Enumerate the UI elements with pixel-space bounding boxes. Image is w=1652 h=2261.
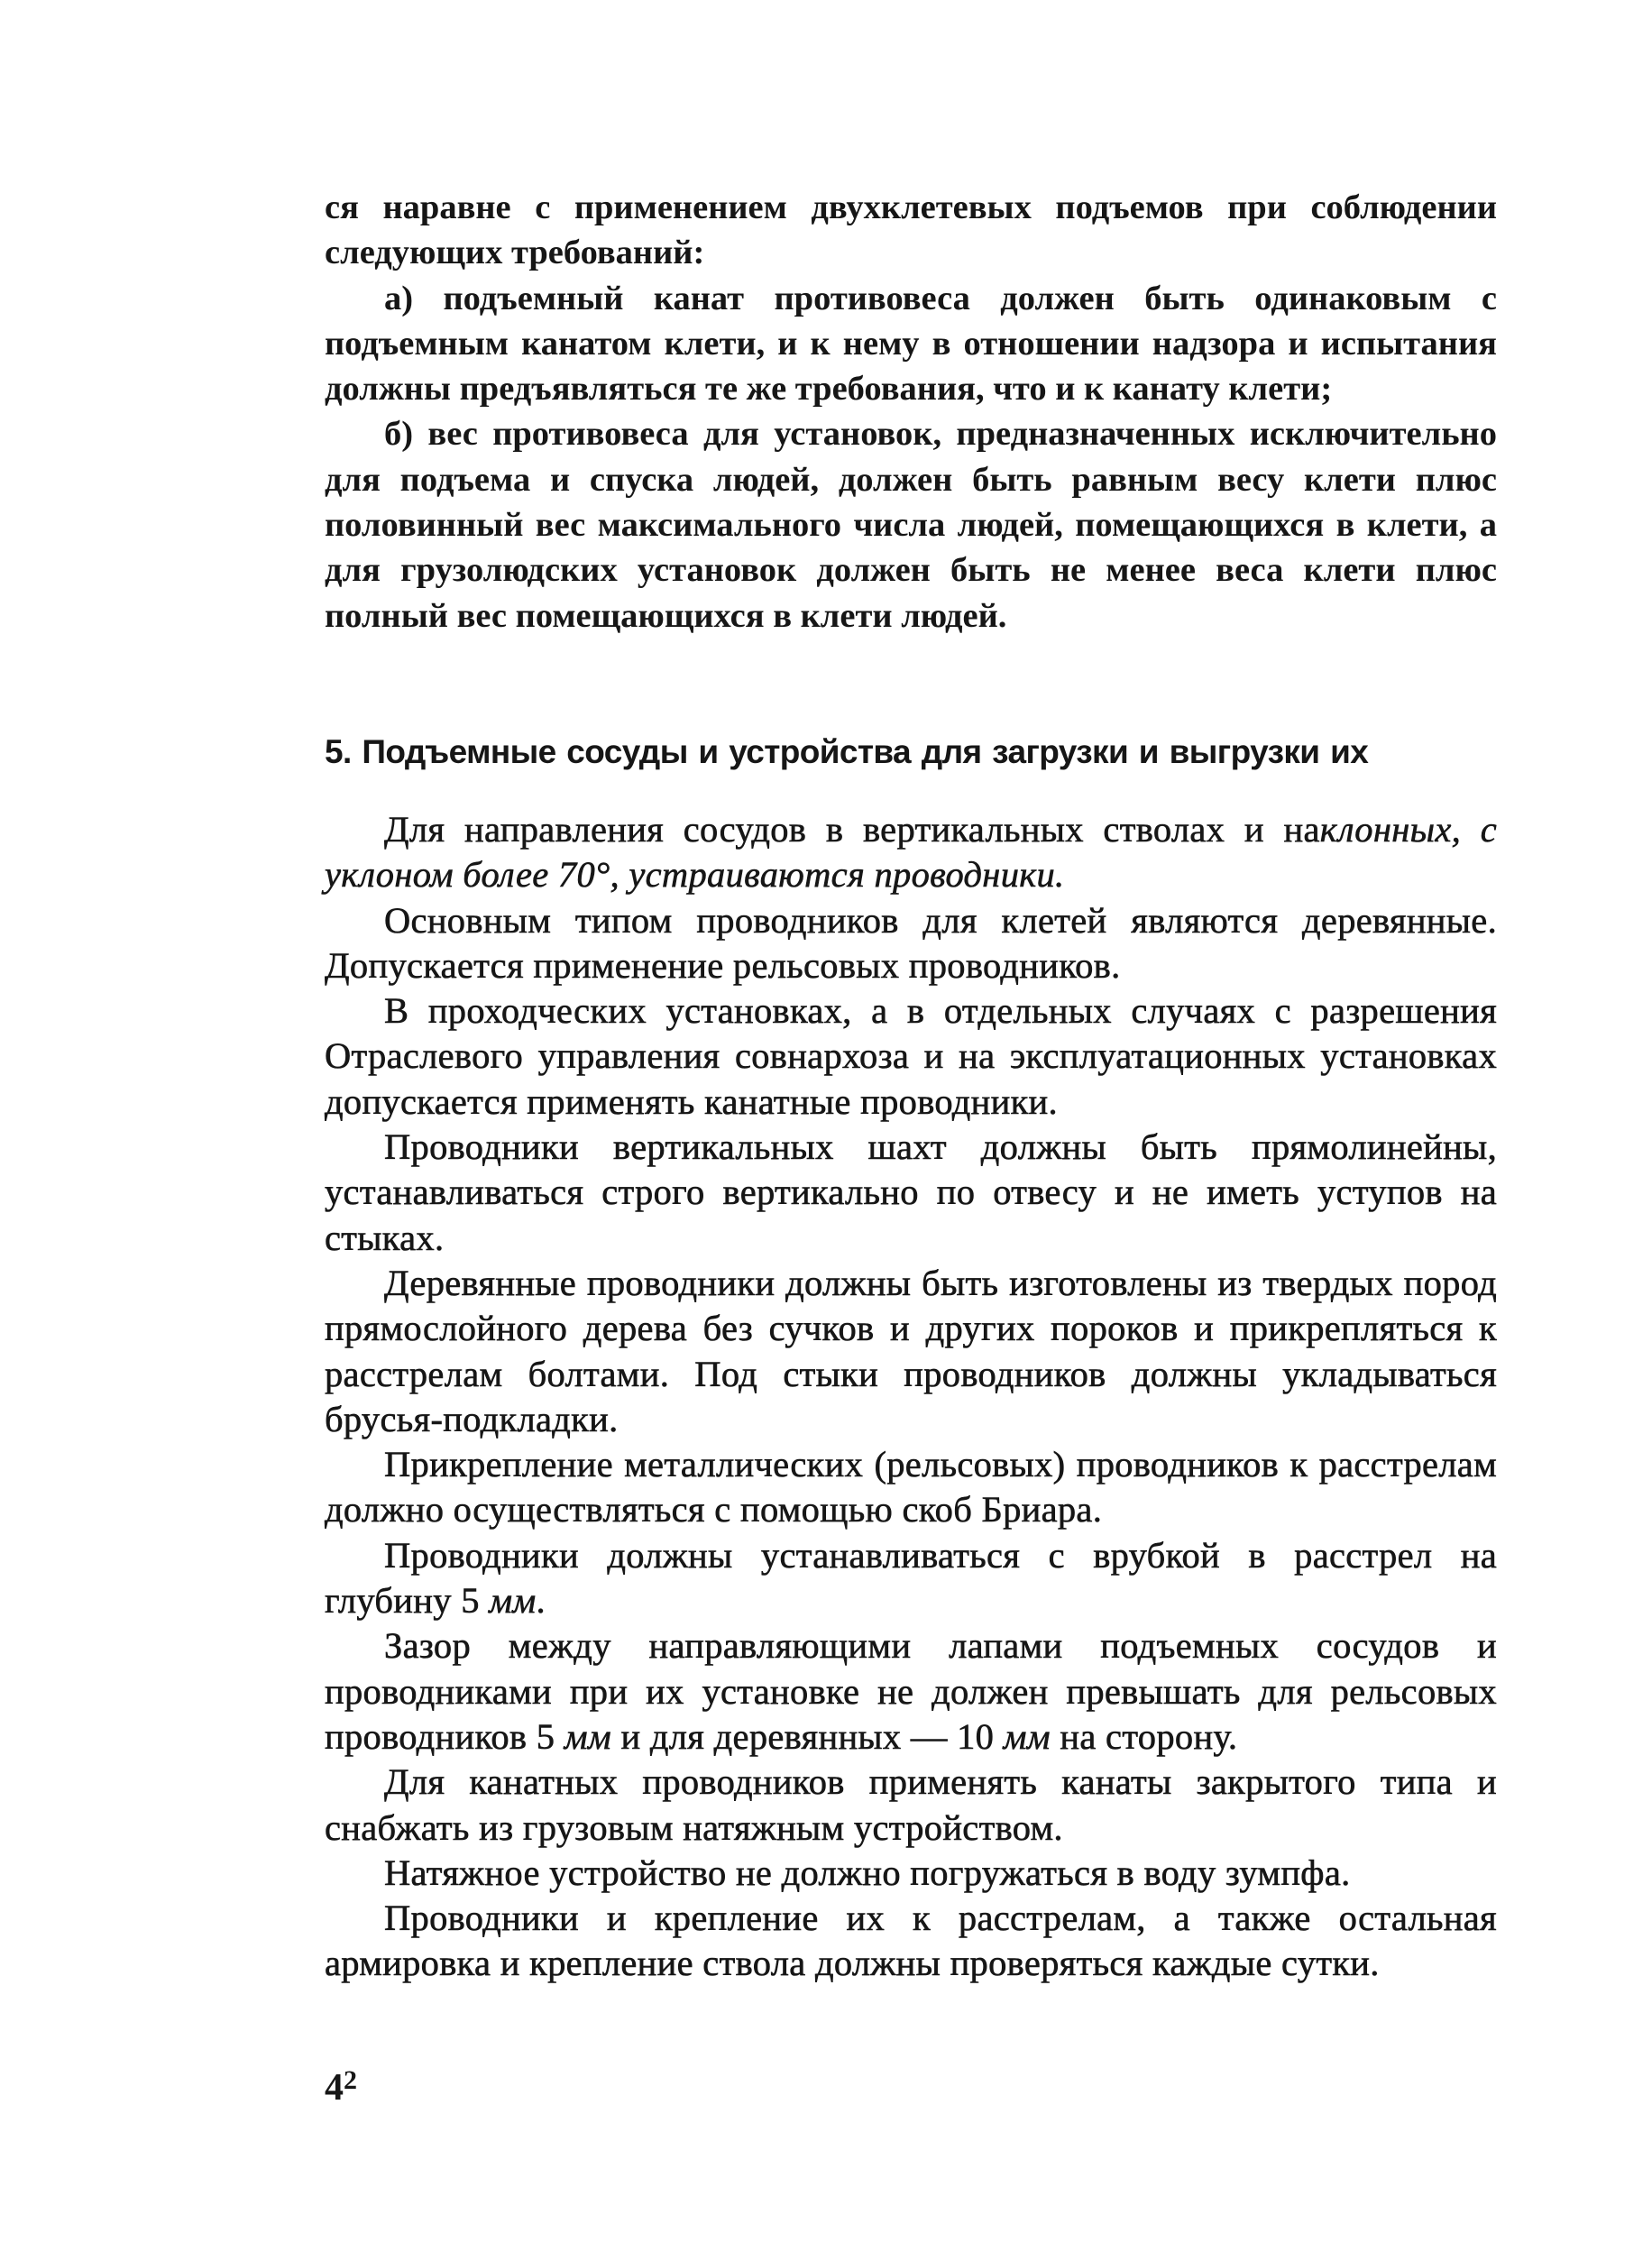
clearance-end: на сторону. [1050, 1715, 1238, 1757]
paragraph-guides-direction-text: Для направления сосудов в вертикальных стволах и на [384, 808, 1320, 850]
paragraph-rope-type: Для канатных проводников применять канаты закрытого типа и снабжать из грузовым натяжным устройством. [325, 1761, 1497, 1848]
paragraph-metal-guides: Прикрепление металлических (рельсовых) проводников к расстрелам должно осуществляться с помощью скоб Бриара. [325, 1444, 1497, 1530]
page-number-main: 4 [325, 2067, 344, 2109]
paragraph-guides-direction [325, 807, 1497, 898]
paragraph-daily-check: Проводники и крепление их к расстрелам, а также остальная армировка и крепление ствола должны проверяться каждые сутки. [325, 1898, 1497, 1984]
clearance-unit-1: мм [564, 1715, 612, 1757]
paragraph-wooden-guides: Деревянные проводники должны быть изготовлены из твердых пород прямослойного дерева без сучков и других пороков и прикрепляться к расстрелам болтами. Под стыки проводников должны укладываться брусья-подкладки. [325, 1262, 1497, 1439]
requirement-b: б) вес противовеса для установок, предназначенных исключительно для подъема и спуска людей, должен быть равным весу клети плюс половинный вес максимального числа людей, помещающихся в клети, а для грузолюдских установок должен быть не менее веса клети плюс полный вес помещающихся в клети людей. [325, 415, 1497, 635]
paragraph-rope-guides: В проходческих установках, а в отдельных случаях с разрешения Отраслевого управления совнархоза и на эксплуатационных установках допускается применять канатные проводники. [325, 990, 1497, 1122]
paragraph-notch-depth [325, 1533, 1497, 1624]
page-number [325, 2065, 357, 2109]
section-heading: 5. Подъемные сосуды и устройства для загрузки и выгрузки их [325, 732, 1369, 770]
clearance-mid: и для деревянных — 10 [611, 1715, 1004, 1757]
paragraph-tensioner: Натяжное устройство не должно погружаться в воду зумпфа. [384, 1852, 1351, 1893]
paragraph-clearance [325, 1623, 1497, 1760]
requirement-a: а) подъемный канат противовеса должен быть одинаковым с подъемным канатом клети, и к нему в отношении надзора и испытания должны предъявляться те же требования, что и к канату клети; [325, 279, 1497, 409]
paragraph-guides-direction-italic: клонных, с уклоном более 70°, устраиваются проводники. [325, 808, 1497, 896]
notch-text: Проводники должны устанавливаться с врубкой в расстрел на глубину 5 [325, 1534, 1497, 1622]
clearance-unit-2: мм [1003, 1715, 1051, 1757]
clearance-text: Зазор между направляющими лапами подъемных сосудов и проводниками при их установке не должен превышать для рельсовых проводников 5 [325, 1625, 1497, 1757]
notch-end: . [536, 1580, 546, 1622]
continued-text-block [325, 185, 1497, 639]
paragraph-vertical-guides: Проводники вертикальных шахт должны быть прямолинейны, устанавливаться строго вертикально по отвесу и не иметь уступов на стыках. [325, 1126, 1497, 1258]
page-content [325, 185, 1497, 1987]
paragraph-guide-types: Основным типом проводников для клетей являются деревянные. Допускается применение рельсовых проводников. [325, 899, 1497, 986]
page-number-sup: 2 [344, 2065, 357, 2095]
paragraph-continued: ся наравне с применением двухклетевых подъемов при соблюдении следующих требований: [325, 188, 1497, 272]
notch-unit: мм [489, 1580, 537, 1622]
section-body [325, 807, 1497, 1987]
